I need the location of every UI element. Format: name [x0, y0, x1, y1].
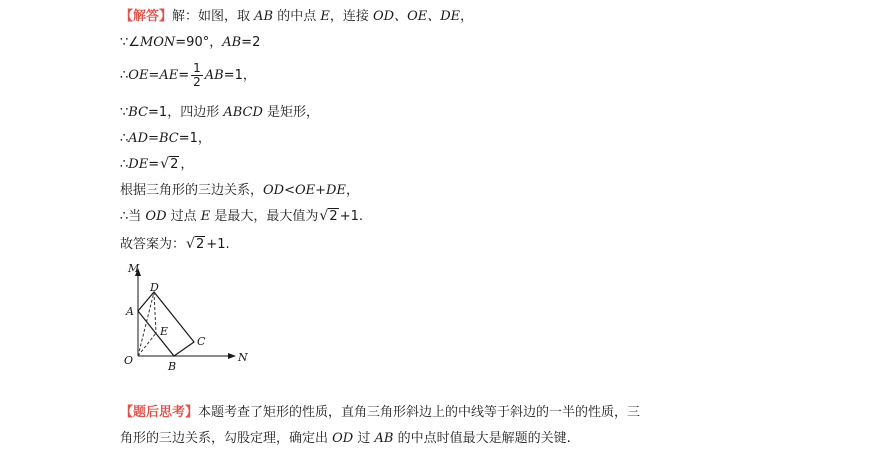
- label-m: M: [128, 262, 140, 275]
- label-b: B: [168, 360, 177, 373]
- segment-de: [154, 292, 156, 333]
- reflection-line-2: 角形的三边关系，勾股定理，确定出 OD 过 AB 的中点时值最大是解题的关键.: [120, 431, 571, 446]
- label-d: D: [150, 281, 159, 294]
- solution-line-5: ∴AD=BC=1，: [120, 131, 211, 146]
- label-e: E: [160, 325, 169, 338]
- fraction-one-half: $\frac{1}{2}$: [193, 61, 201, 89]
- label-c: C: [197, 335, 206, 348]
- solution-line-7: 根据三角形的三边关系，OD<OE+DE，: [120, 183, 359, 198]
- solution-line-2: ∵∠MON=90°，AB=2: [120, 35, 261, 50]
- sqrt-symbol: √ 2: [319, 208, 338, 226]
- sqrt-symbol: √ 2: [186, 236, 205, 254]
- solution-line-3: ∴OE=AE= $\frac{1}{2}$ AB=1，: [120, 61, 256, 89]
- label-n: N: [238, 351, 248, 364]
- rectangle-abcd: [138, 292, 194, 356]
- solution-line-1: 【解答】解：如图，取 AB 的中点 E，连接 OD、OE、DE，: [120, 9, 474, 24]
- solution-line-8: ∴当 OD 过点 E 是最大，最大值为√ 2 +1.: [120, 208, 363, 226]
- geometry-figure: [112, 258, 262, 376]
- label-a: A: [126, 305, 134, 318]
- solution-line-6: ∴DE=√ 2 ，: [120, 156, 193, 174]
- solution-line-9: 故答案为：√ 2 +1.: [120, 236, 230, 254]
- solution-tag: 【解答】: [120, 9, 173, 24]
- label-o: O: [124, 354, 134, 367]
- sqrt-symbol: √ 2: [160, 156, 179, 174]
- solution-line-4: ∵BC=1，四边形 ABCD 是矩形，: [120, 105, 320, 120]
- reflection-line-1: 【题后思考】本题考查了矩形的性质，直角三角形斜边上的中线等于斜边的一半的性质，三: [120, 405, 641, 420]
- arrow-n-icon: [228, 353, 236, 359]
- reflection-tag: 【题后思考】: [120, 405, 199, 420]
